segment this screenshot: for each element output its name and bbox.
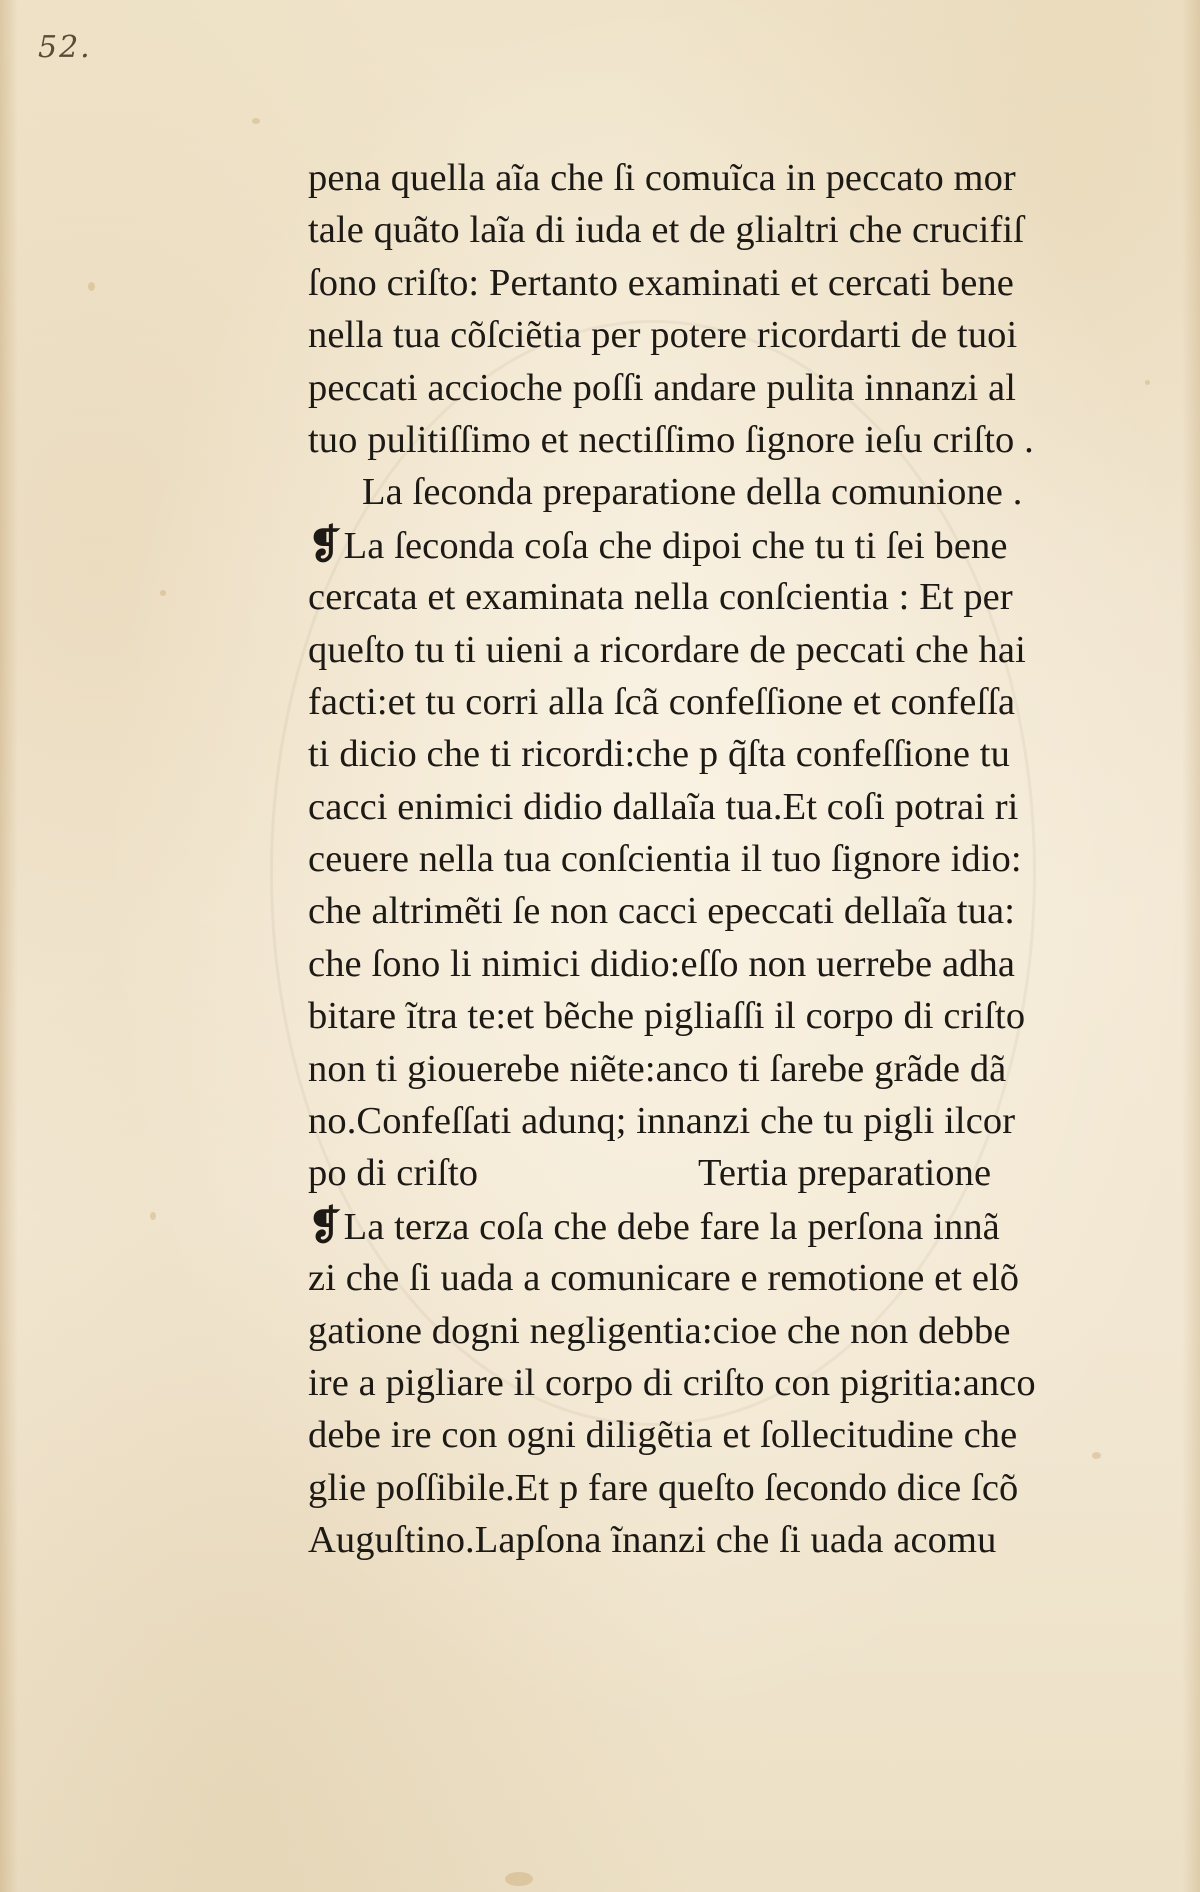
paragraph-mark-icon: ❡ xyxy=(308,521,342,567)
text-line: facti:et tu corri alla ſcã confeſſione et confeſſa xyxy=(308,680,1016,723)
main-text-block xyxy=(308,152,1108,1567)
foxing-stain xyxy=(150,1212,156,1220)
text-line: peccati accioche poſſi andare pulita innanzi al xyxy=(308,366,1017,409)
text-line: cercata et examinata nella conſcientia : Et per xyxy=(308,576,1013,619)
text-line: ire a pigliare il corpo di criſto con pigritia:anco xyxy=(308,1361,1036,1404)
text-line: nella tua cõſciẽtia per potere ricordarti de tuoi xyxy=(308,314,1018,357)
text-line-content: La terza coſa che debe fare la perſona innã xyxy=(343,1205,1000,1248)
paragraph-mark-icon: ❡ xyxy=(308,1202,342,1248)
text-line xyxy=(308,1200,1108,1252)
text-line: che altrimẽti ſe non cacci epeccati dellaĩa tua: xyxy=(308,890,1016,933)
foxing-stain xyxy=(252,118,260,124)
section-heading: La ſeconda preparatione della comunione . xyxy=(362,471,1023,514)
foxing-stain xyxy=(505,1872,533,1886)
page-edge-right xyxy=(1182,0,1200,1892)
text-line: ceuere nella tua conſcientia il tuo ſignore idio: xyxy=(308,838,1022,881)
text-line: no.Confeſſati adunq; innanzi che tu pigli ilcor xyxy=(308,1100,1016,1143)
text-line: gatione dogni negligentia:cioe che non debbe xyxy=(308,1309,1011,1352)
text-line: zi che ſi uada a comunicare e remotione et elõ xyxy=(308,1257,1020,1300)
text-line: tuo pulitiſſimo et nectiſſimo ſignore ieſu criſto . xyxy=(308,418,1034,461)
foxing-stain xyxy=(1145,380,1150,385)
section-heading: Tertia preparatione xyxy=(698,1152,992,1195)
text-line xyxy=(308,1147,1108,1199)
text-line: tale quãto laĩa di iuda et de glialtri che crucifiſ xyxy=(308,209,1024,252)
text-line: debe ire con ogni diligẽtia et ſollecitudine che xyxy=(308,1414,1018,1457)
folio-number: 52. xyxy=(38,30,92,65)
text-line: bitare ĩtra te:et bẽche pigliaſſi il corpo di criſto xyxy=(308,995,1026,1038)
text-line: glie poſſibile.Et p fare queſto ſecondo dice ſcõ xyxy=(308,1466,1019,1509)
text-line-end: po di criſto xyxy=(308,1152,479,1195)
text-line: pena quella aĩa che ſi comuĩca in peccato mor xyxy=(308,157,1016,199)
text-line: queſto tu ti uieni a ricordare de peccati che hai xyxy=(308,628,1026,671)
text-line: ti dicio che ti ricordi:che p q̃ſta confeſſione tu xyxy=(308,733,1010,776)
text-line: ſono criſto: Pertanto examinati et cercati bene xyxy=(308,261,1014,304)
foxing-stain xyxy=(88,282,95,291)
text-line-content: La ſeconda coſa che dipoi che tu ti ſei bene xyxy=(343,524,1008,567)
text-line: cacci enimici didio dallaĩa tua.Et coſi potrai ri xyxy=(308,785,1019,828)
text-line: non ti giouerebe niẽte:anco ti ſarebe grãde dã xyxy=(308,1047,1007,1090)
text-line: che ſono li nimici didio:eſſo non uerrebe adha xyxy=(308,942,1016,985)
text-line xyxy=(308,519,1108,571)
foxing-stain xyxy=(160,590,166,596)
text-line: Auguſtino.Lapſona ĩnanzi che ſi uada acomu xyxy=(308,1519,997,1562)
page-edge-left xyxy=(0,0,18,1892)
